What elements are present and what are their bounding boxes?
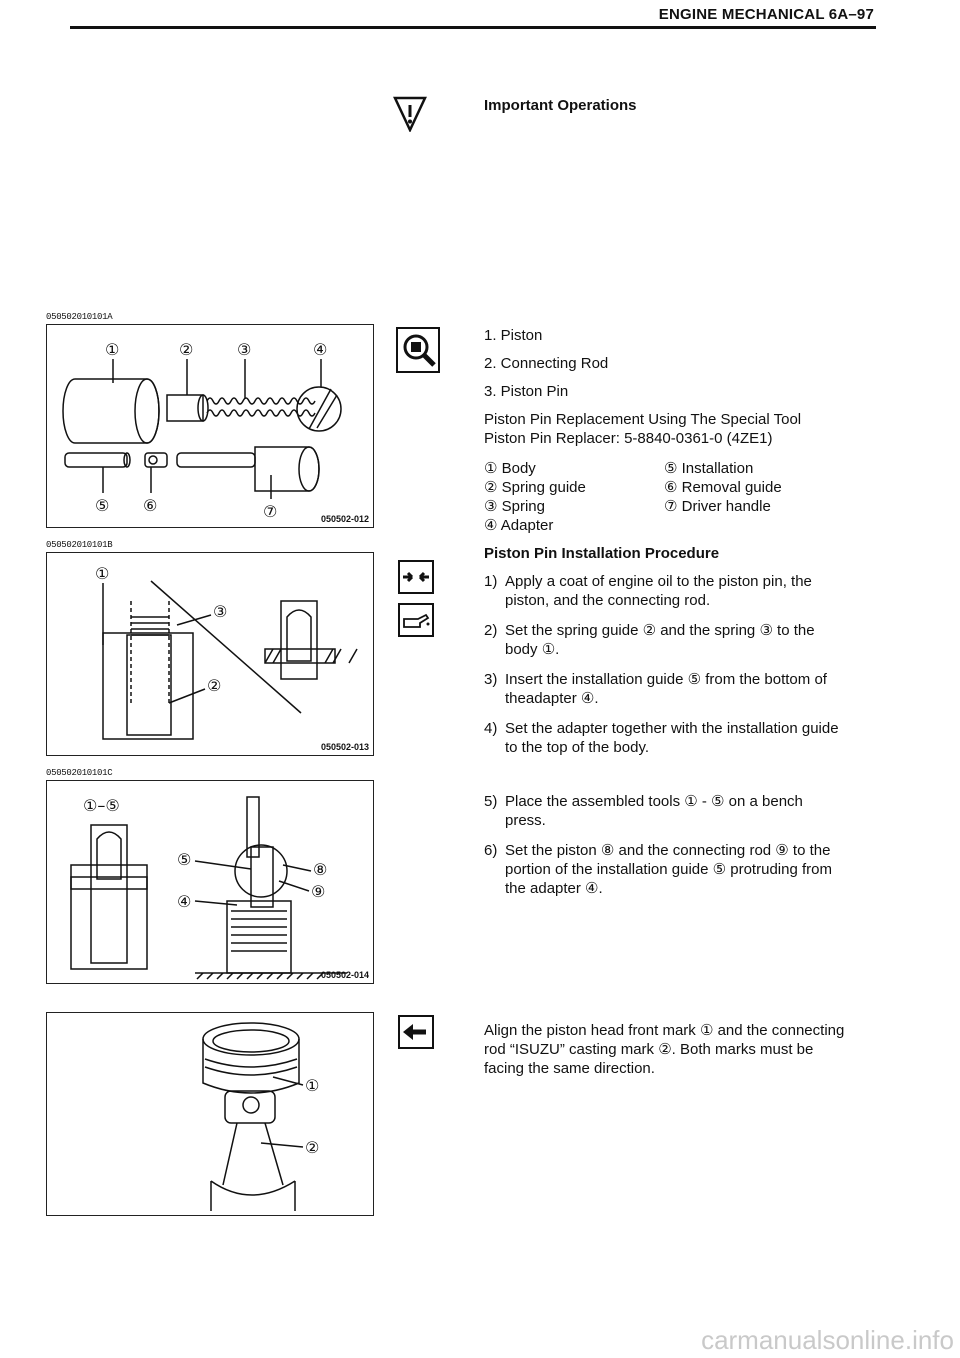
step-number: 1) bbox=[484, 573, 498, 590]
piston-marks-drawing bbox=[47, 1013, 373, 1215]
oil-can-icon bbox=[398, 603, 434, 637]
figure-code: 050502010101A bbox=[46, 312, 113, 322]
align-text: facing the same direction. bbox=[484, 1060, 655, 1077]
step-number: 5) bbox=[484, 793, 498, 810]
callout-1: ① bbox=[95, 564, 110, 583]
figure-id: 050502-013 bbox=[320, 742, 369, 752]
replacement-tool-number: Piston Pin Replacer: 5-8840-0361-0 (4ZE1) bbox=[484, 430, 773, 447]
figure-code: 050502010101C bbox=[46, 768, 113, 778]
step-number: 6) bbox=[484, 842, 498, 859]
callout-1: ① bbox=[305, 1076, 320, 1095]
step-text: the adapter ④. bbox=[505, 880, 603, 897]
figure-bench-press-assembly bbox=[46, 780, 374, 984]
part-item: ④ Adapter bbox=[484, 517, 554, 534]
step-text: Set the piston ⑧ and the connecting rod ⑨ to the bbox=[505, 842, 831, 859]
align-text: Align the piston head front mark ① and the connecting bbox=[484, 1022, 845, 1039]
step-number: 2) bbox=[484, 622, 498, 639]
callout-7: ⑦ bbox=[263, 502, 278, 521]
procedure-title: Piston Pin Installation Procedure bbox=[484, 545, 720, 562]
step-text: Insert the installation guide ⑤ from the bottom of bbox=[505, 671, 827, 688]
part-item: ① Body bbox=[484, 460, 536, 477]
important-operations-label: Important Operations bbox=[484, 97, 637, 114]
step-number: 3) bbox=[484, 671, 498, 688]
part-item: ⑦ Driver handle bbox=[664, 498, 771, 515]
figure-code: 050502010101B bbox=[46, 540, 113, 550]
procedure-step bbox=[484, 572, 884, 612]
part-item: ② Spring guide bbox=[484, 479, 586, 496]
figure-id: 050502-012 bbox=[320, 514, 369, 524]
header-rule bbox=[70, 26, 876, 29]
page-header-title: ENGINE MECHANICAL 6A–97 bbox=[658, 6, 874, 23]
inspection-item: 1. Piston bbox=[484, 327, 543, 344]
figure-id: 050502-014 bbox=[320, 970, 369, 980]
figure-special-tool-parts bbox=[46, 324, 374, 528]
figure-piston-marks bbox=[46, 1012, 374, 1216]
procedure-step bbox=[484, 719, 884, 759]
footer-watermark: carmanualsonline.info bbox=[701, 1325, 954, 1355]
align-text: rod “ISUZU” casting mark ②. Both marks must be bbox=[484, 1041, 814, 1058]
step-text: press. bbox=[505, 812, 546, 829]
step-number: 4) bbox=[484, 720, 498, 737]
parts-list-left bbox=[484, 459, 586, 535]
procedure-step bbox=[484, 841, 884, 901]
callout-3: ③ bbox=[237, 340, 252, 359]
procedure-step bbox=[484, 670, 884, 710]
callout-3: ③ bbox=[213, 602, 228, 621]
part-item: ③ Spring bbox=[484, 498, 545, 515]
replacement-line: Piston Pin Replacement Using The Special Tool bbox=[484, 411, 802, 428]
step-text: Apply a coat of engine oil to the piston pin, the bbox=[505, 573, 812, 590]
callout-2: ② bbox=[305, 1138, 320, 1157]
figure-spring-assembly bbox=[46, 552, 374, 756]
spring-assembly-drawing bbox=[47, 553, 373, 755]
step-text: piston, and the connecting rod. bbox=[505, 592, 711, 609]
align-note bbox=[484, 1021, 884, 1078]
step-text: Set the adapter together with the installation guide bbox=[505, 720, 839, 737]
inspection-item: 3. Piston Pin bbox=[484, 383, 569, 400]
parts-list-right bbox=[664, 459, 782, 516]
step-text: theadapter ④. bbox=[505, 690, 599, 707]
callout-1: ① bbox=[105, 340, 120, 359]
callout-6: ⑥ bbox=[143, 496, 158, 515]
callout-2: ② bbox=[207, 676, 222, 695]
callout-5: ⑤ bbox=[95, 496, 110, 515]
procedure-step bbox=[484, 792, 884, 832]
callout-1-5: ①–⑤ bbox=[83, 796, 120, 815]
callout-4: ④ bbox=[313, 340, 328, 359]
callout-2: ② bbox=[179, 340, 194, 359]
step-text: Place the assembled tools ① - ⑤ on a bench bbox=[505, 793, 803, 810]
install-arrows-icon bbox=[398, 560, 434, 594]
part-item: ⑥ Removal guide bbox=[664, 479, 782, 496]
install-arrow-left-icon bbox=[398, 1015, 434, 1049]
bench-press-assembly-drawing bbox=[47, 781, 373, 983]
inspection-magnifier-icon bbox=[396, 327, 440, 373]
callout-4: ④ bbox=[177, 892, 192, 911]
callout-9: ⑨ bbox=[311, 882, 326, 901]
special-tool-parts-drawing bbox=[47, 325, 373, 527]
callout-5: ⑤ bbox=[177, 850, 192, 869]
procedure-step bbox=[484, 621, 884, 661]
step-text: portion of the installation guide ⑤ protruding from bbox=[505, 861, 832, 878]
callout-8: ⑧ bbox=[313, 860, 328, 879]
inspection-item: 2. Connecting Rod bbox=[484, 355, 609, 372]
step-text: Set the spring guide ② and the spring ③ to the bbox=[505, 622, 815, 639]
warning-triangle-icon bbox=[393, 96, 427, 132]
step-text: to the top of the body. bbox=[505, 739, 649, 756]
step-text: body ①. bbox=[505, 641, 560, 658]
part-item: ⑤ Installation bbox=[664, 460, 754, 477]
